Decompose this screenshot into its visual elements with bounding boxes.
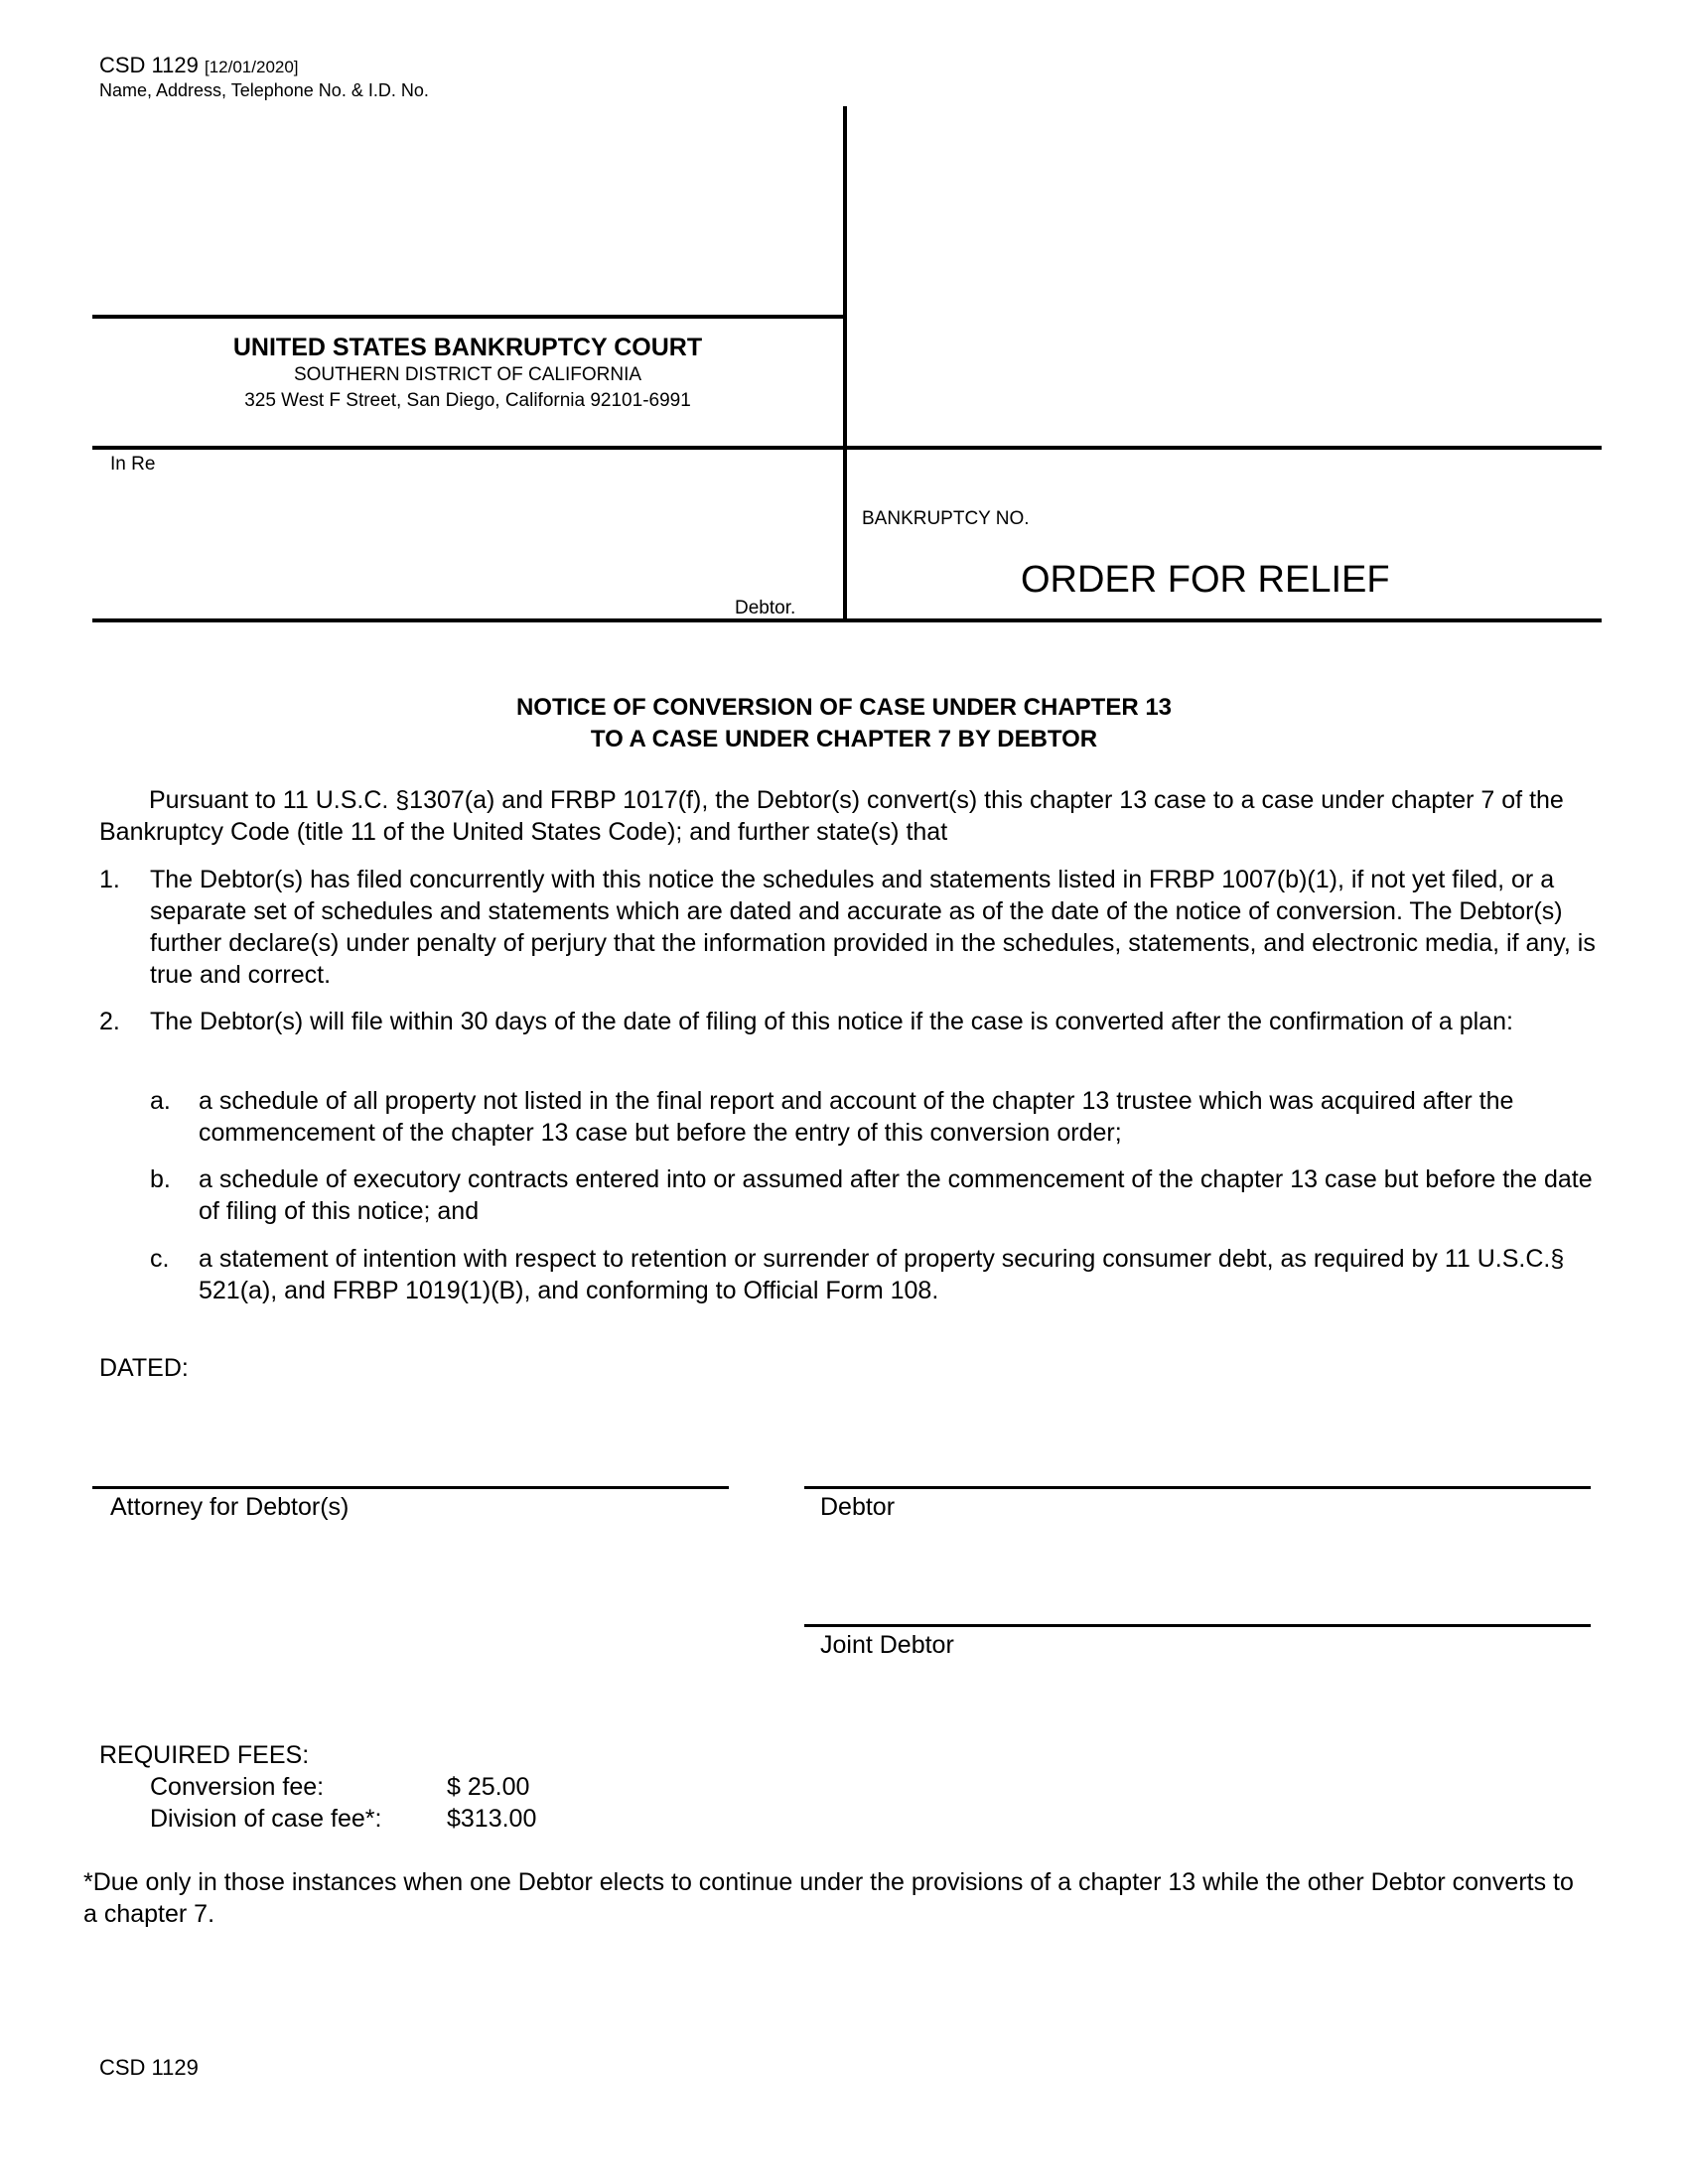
numbered-item [99, 864, 1599, 991]
form-number: CSD 1129 [99, 53, 199, 77]
notice-title-line-1: NOTICE OF CONVERSION OF CASE UNDER CHAPTER 13 [515, 694, 1173, 721]
sub-item-letter: b. [150, 1165, 171, 1193]
debtor-caption-label: Debtor. [735, 598, 796, 618]
item-number: 2. [99, 1008, 120, 1035]
attorney-signature-label: Attorney for Debtor(s) [110, 1493, 350, 1521]
court-district: SOUTHERN DISTRICT OF CALIFORNIA [293, 364, 642, 385]
sub-item [150, 1085, 1600, 1149]
joint-debtor-signature-label: Joint Debtor [820, 1631, 954, 1659]
dated-label: DATED: [99, 1354, 189, 1382]
item-number: 1. [99, 866, 120, 893]
required-fees-heading: REQUIRED FEES: [99, 1741, 310, 1769]
fee-label: Conversion fee: [150, 1773, 325, 1801]
court-name: UNITED STATES BANKRUPTCY COURT [232, 334, 703, 361]
sub-item-letter: c. [150, 1245, 170, 1273]
in-re-label: In Re [110, 454, 156, 475]
caption-line-lower [92, 618, 1602, 622]
caption-line-middle [92, 446, 1602, 450]
sub-item-text: a schedule of all property not listed in the final report and account of the chapter 13 trustee which was acquired after the commencement of the chapter 13 case but before the entry of this conversion order; [199, 1087, 1514, 1147]
debtor-signature-line[interactable] [804, 1486, 1591, 1489]
sub-item [150, 1243, 1600, 1306]
fee-label: Division of case fee*: [150, 1805, 382, 1833]
attorney-signature-line[interactable] [92, 1486, 729, 1489]
numbered-item [99, 1006, 1599, 1037]
court-address: 325 West F Street, San Diego, California 92101-6991 [244, 390, 691, 411]
form-id-header [99, 53, 299, 78]
notice-title [0, 692, 1688, 755]
form-revision-date: [12/01/2020] [205, 58, 299, 76]
sub-item [150, 1163, 1600, 1227]
item-text: The Debtor(s) will file within 30 days of the date of filing of this notice if the case is converted after the confirmation of a plan: [150, 1008, 1513, 1035]
joint-debtor-signature-line[interactable] [804, 1624, 1591, 1627]
fee-footnote: *Due only in those instances when one Debtor elects to continue under the provisions of a chapter 13 while the other Debtor converts to a chapter 7. [83, 1868, 1574, 1928]
sub-item-text: a statement of intention with respect to retention or surrender of property securing consumer debt, as required by 11 U.S.C.§ 521(a), and FRBP 1019(1)(B), and conforming to Official Form 108. [199, 1245, 1565, 1304]
notice-title-line-2: TO A CASE UNDER CHAPTER 7 BY DEBTOR [590, 726, 1098, 752]
fee-amount: $313.00 [447, 1805, 537, 1833]
fee-amount: $ 25.00 [447, 1773, 530, 1801]
sub-item-letter: a. [150, 1087, 171, 1115]
order-title: ORDER FOR RELIEF [1021, 559, 1390, 601]
form-id-footer: CSD 1129 [99, 2055, 199, 2080]
caption-line-upper [92, 315, 843, 319]
intro-paragraph: Pursuant to 11 U.S.C. §1307(a) and FRBP 1017(f), the Debtor(s) convert(s) this chapter 13 case to a case under chapter 7 of the Bankruptcy Code (title 11 of the United States Code); and further state(s) that [99, 786, 1564, 846]
item-text: The Debtor(s) has filed concurrently with this notice the schedules and statements listed in FRBP 1007(b)(1), if not yet filed, or a separate set of schedules and statements which are dated and accurate as of the date of the notice of conversion. The Debtor(s) further declare(s) under penalty of perjury that the information provided in the schedules, statements, and electronic media, if any, is true and correct. [150, 866, 1596, 989]
bankruptcy-no-label: BANKRUPTCY NO. [862, 508, 1030, 529]
caption-vertical-divider [843, 106, 847, 622]
sub-item-text: a schedule of executory contracts entered into or assumed after the commencement of the chapter 13 case but before the date of filing of this notice; and [199, 1165, 1593, 1225]
name-address-label: Name, Address, Telephone No. & I.D. No. [99, 80, 429, 100]
debtor-signature-label: Debtor [820, 1493, 896, 1521]
court-block [92, 334, 843, 412]
